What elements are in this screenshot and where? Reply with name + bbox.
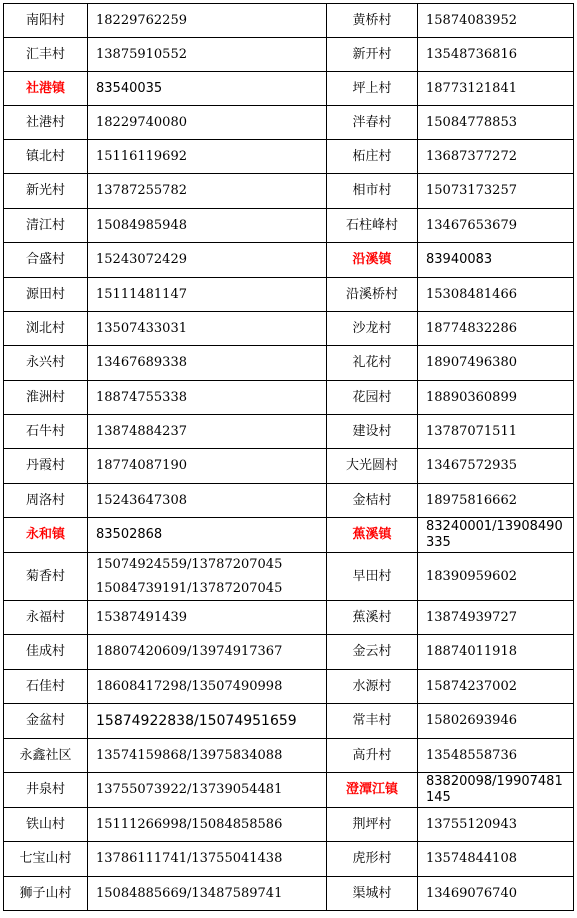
table-row <box>4 601 574 635</box>
village-name-cell: 金云村 <box>327 635 418 670</box>
village-name-cell: 石柱峰村 <box>327 209 418 243</box>
table-row <box>4 38 574 72</box>
village-name-cell: 石佳村 <box>4 670 88 704</box>
table-row <box>4 106 574 140</box>
village-name-cell: 狮子山村 <box>4 877 88 911</box>
table-row <box>4 312 574 346</box>
village-name-cell: 永福村 <box>4 601 88 635</box>
village-phone-cell: 13548558736 <box>418 739 574 773</box>
phone-line: 15084739191/13787207045 <box>96 580 283 596</box>
town-name-cell: 澄潭江镇 <box>327 773 418 808</box>
village-phone-cell: 18874755338 <box>88 381 327 415</box>
table-row <box>4 381 574 415</box>
village-name-cell: 新光村 <box>4 174 88 209</box>
town-phone-cell: 83940083 <box>418 243 574 278</box>
table-row <box>4 518 574 553</box>
village-phone-cell: 18774087190 <box>88 449 327 484</box>
village-phone-cell: 15874922838/15074951659 <box>88 704 327 739</box>
village-phone-cell: 18390959602 <box>418 553 574 601</box>
village-phone-cell: 13786111741/13755041438 <box>88 842 327 877</box>
village-phone-cell: 18807420609/13974917367 <box>88 635 327 670</box>
village-name-cell: 永兴村 <box>4 346 88 381</box>
village-phone-cell: 13787071511 <box>418 415 574 449</box>
table-row <box>4 704 574 739</box>
village-phone-cell: 15111266998/15084858586 <box>88 808 327 842</box>
table-row <box>4 553 574 601</box>
village-phone-cell: 15243072429 <box>88 243 327 278</box>
table-row <box>4 209 574 243</box>
village-name-cell: 永鑫社区 <box>4 739 88 773</box>
town-phone-cell: 83540035 <box>88 72 327 106</box>
table-row <box>4 243 574 278</box>
village-phone-cell: 13874884237 <box>88 415 327 449</box>
village-name-cell: 大光圆村 <box>327 449 418 484</box>
village-phone-cell: 13467572935 <box>418 449 574 484</box>
contact-table <box>3 3 574 911</box>
village-phone-cell: 18774832286 <box>418 312 574 346</box>
village-phone-cell: 15308481466 <box>418 278 574 312</box>
town-phone-cell: 83502868 <box>88 518 327 553</box>
village-phone-cell: 18229740080 <box>88 106 327 140</box>
table-row <box>4 670 574 704</box>
table-row <box>4 140 574 174</box>
village-phone-cell: 13874939727 <box>418 601 574 635</box>
village-name-cell: 源田村 <box>4 278 88 312</box>
table-row <box>4 842 574 877</box>
town-phone-cell: 83820098/19907481145 <box>418 773 574 808</box>
village-phone-cell: 18229762259 <box>88 4 327 38</box>
town-name-cell: 沿溪镇 <box>327 243 418 278</box>
village-name-cell: 早田村 <box>327 553 418 601</box>
table-row <box>4 415 574 449</box>
village-name-cell: 沿溪桥村 <box>327 278 418 312</box>
village-phone-cell: 15084985948 <box>88 209 327 243</box>
village-name-cell: 高升村 <box>327 739 418 773</box>
village-name-cell: 泮春村 <box>327 106 418 140</box>
village-name-cell: 黄桥村 <box>327 4 418 38</box>
village-phone-cell: 13548736816 <box>418 38 574 72</box>
village-phone-cell: 13875910552 <box>88 38 327 72</box>
village-phone-cell: 15802693946 <box>418 704 574 739</box>
village-name-cell: 社港村 <box>4 106 88 140</box>
table-row <box>4 484 574 518</box>
town-name-cell: 社港镇 <box>4 72 88 106</box>
village-name-cell: 清江村 <box>4 209 88 243</box>
phone-line: 15074924559/13787207045 <box>96 556 283 572</box>
village-name-cell: 金桔村 <box>327 484 418 518</box>
village-name-cell: 水源村 <box>327 670 418 704</box>
village-phone-cell: 18890360899 <box>418 381 574 415</box>
contact-table-body <box>4 4 574 911</box>
village-phone-cell: 15084885669/13487589741 <box>88 877 327 911</box>
village-phone-cell: 13467689338 <box>88 346 327 381</box>
village-name-cell: 井泉村 <box>4 773 88 808</box>
village-phone-cell: 18975816662 <box>418 484 574 518</box>
village-name-cell: 相市村 <box>327 174 418 209</box>
village-name-cell: 丹霞村 <box>4 449 88 484</box>
village-name-cell: 淮洲村 <box>4 381 88 415</box>
table-row <box>4 449 574 484</box>
village-name-cell: 礼花村 <box>327 346 418 381</box>
village-phone-cell: 15243647308 <box>88 484 327 518</box>
village-name-cell: 坪上村 <box>327 72 418 106</box>
village-phone-cell: 15073173257 <box>418 174 574 209</box>
table-row <box>4 635 574 670</box>
village-name-cell: 常丰村 <box>327 704 418 739</box>
village-name-cell: 周洛村 <box>4 484 88 518</box>
table-row <box>4 739 574 773</box>
village-phone-cell: 13755120943 <box>418 808 574 842</box>
village-phone-cell <box>88 553 327 601</box>
village-phone-cell: 15084778853 <box>418 106 574 140</box>
table-row <box>4 278 574 312</box>
village-name-cell: 虎形村 <box>327 842 418 877</box>
village-name-cell: 镇北村 <box>4 140 88 174</box>
town-phone-cell: 83240001/13908490335 <box>418 518 574 553</box>
village-phone-cell: 18874011918 <box>418 635 574 670</box>
village-phone-cell: 13687377272 <box>418 140 574 174</box>
village-name-cell: 柘庄村 <box>327 140 418 174</box>
town-name-cell: 蕉溪镇 <box>327 518 418 553</box>
village-name-cell: 沙龙村 <box>327 312 418 346</box>
village-phone-cell: 13469076740 <box>418 877 574 911</box>
village-phone-cell: 13574159868/13975834088 <box>88 739 327 773</box>
table-row <box>4 808 574 842</box>
village-phone-cell: 18907496380 <box>418 346 574 381</box>
village-name-cell: 汇丰村 <box>4 38 88 72</box>
table-row <box>4 4 574 38</box>
village-name-cell: 荆坪村 <box>327 808 418 842</box>
table-row <box>4 877 574 911</box>
village-phone-cell: 18773121841 <box>418 72 574 106</box>
village-phone-cell: 13574844108 <box>418 842 574 877</box>
village-name-cell: 建设村 <box>327 415 418 449</box>
village-phone-cell: 15874083952 <box>418 4 574 38</box>
village-name-cell: 铁山村 <box>4 808 88 842</box>
village-name-cell: 佳成村 <box>4 635 88 670</box>
village-name-cell: 浏北村 <box>4 312 88 346</box>
table-row <box>4 174 574 209</box>
village-phone-cell: 15874237002 <box>418 670 574 704</box>
village-name-cell: 合盛村 <box>4 243 88 278</box>
town-name-cell: 永和镇 <box>4 518 88 553</box>
village-name-cell: 新开村 <box>327 38 418 72</box>
village-phone-cell: 15387491439 <box>88 601 327 635</box>
village-phone-cell: 18608417298/13507490998 <box>88 670 327 704</box>
village-phone-cell: 13755073922/13739054481 <box>88 773 327 808</box>
village-phone-cell: 15116119692 <box>88 140 327 174</box>
village-name-cell: 七宝山村 <box>4 842 88 877</box>
table-row <box>4 72 574 106</box>
village-phone-cell: 15111481147 <box>88 278 327 312</box>
village-name-cell: 石牛村 <box>4 415 88 449</box>
table-row <box>4 346 574 381</box>
village-phone-cell: 13787255782 <box>88 174 327 209</box>
village-name-cell: 花园村 <box>327 381 418 415</box>
village-phone-cell: 13507433031 <box>88 312 327 346</box>
village-name-cell: 南阳村 <box>4 4 88 38</box>
village-name-cell: 菊香村 <box>4 553 88 601</box>
village-name-cell: 蕉溪村 <box>327 601 418 635</box>
village-phone-cell: 13467653679 <box>418 209 574 243</box>
village-name-cell: 渠城村 <box>327 877 418 911</box>
table-row <box>4 773 574 808</box>
village-name-cell: 金盆村 <box>4 704 88 739</box>
